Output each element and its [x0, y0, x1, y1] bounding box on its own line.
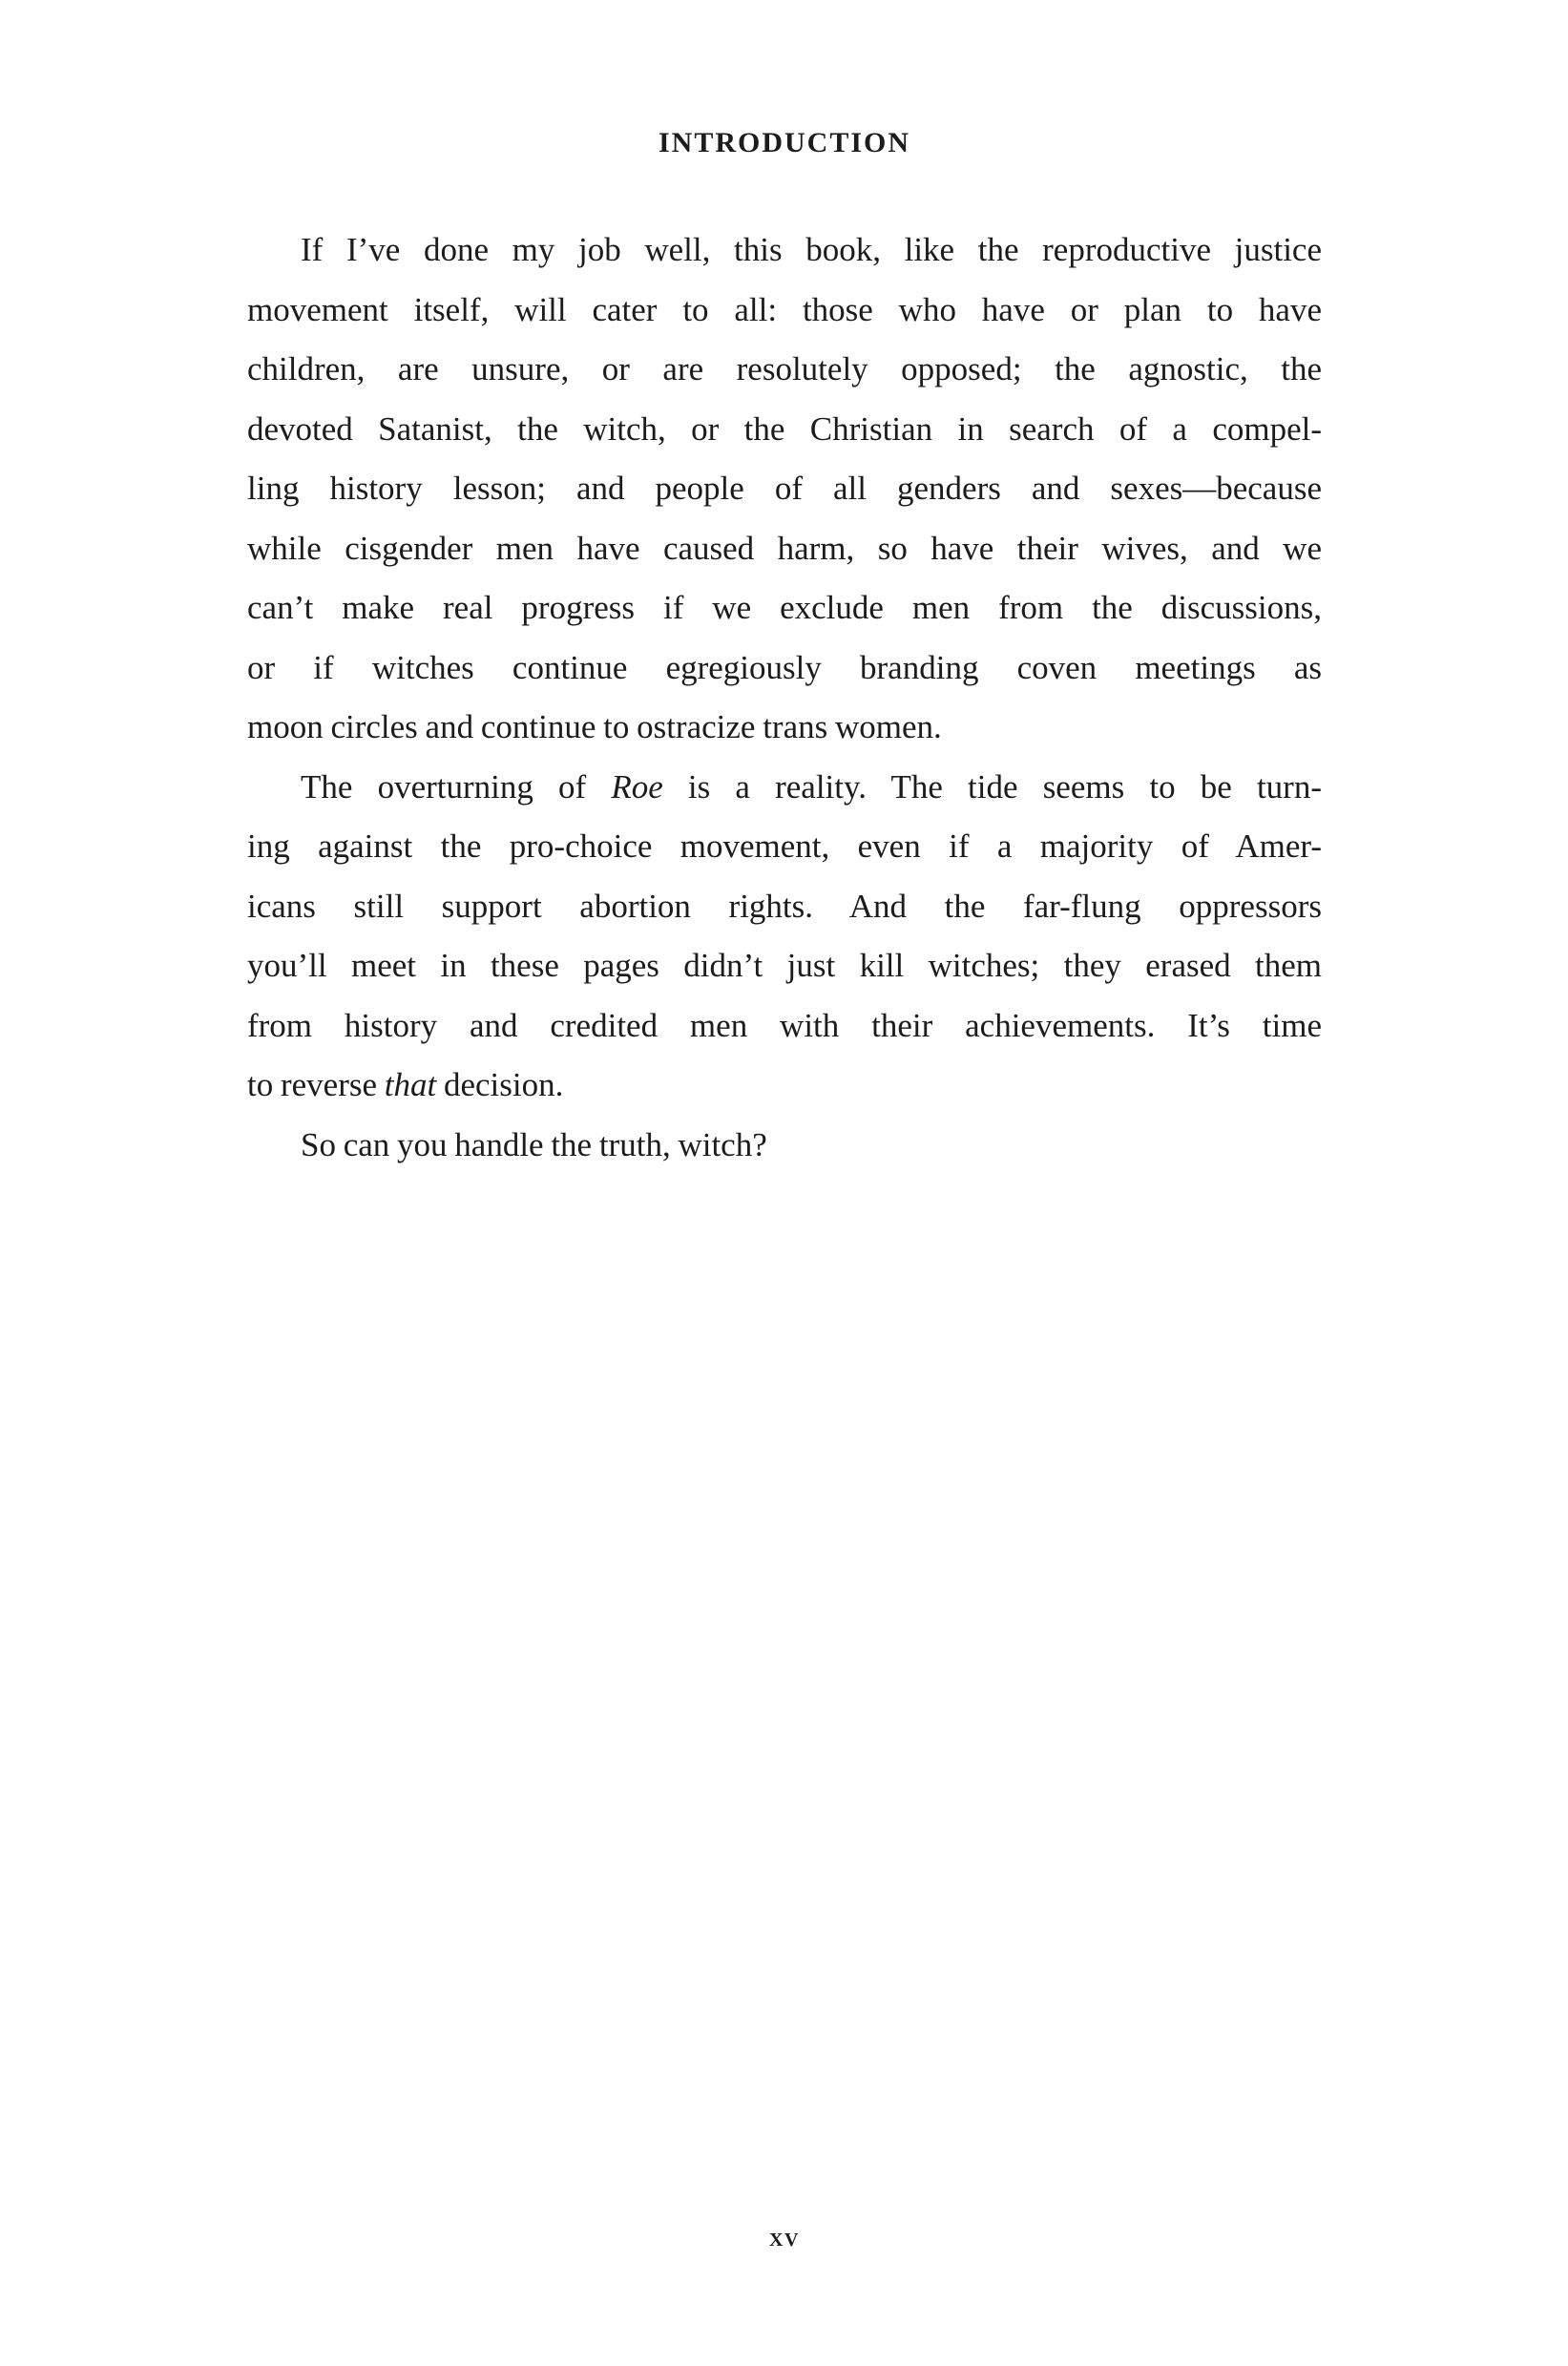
text-line: [247, 220, 1322, 281]
text-segment: from history and credited men with their achievements. It’s time: [247, 1006, 1322, 1044]
text-segment: children, are unsure, or are resolutely opposed; the agnostic, the: [247, 350, 1322, 387]
text-segment: moon circles and continue to ostracize trans women.: [247, 708, 942, 745]
text-line: [247, 698, 1322, 758]
text-segment: If I’ve done my job well, this book, like the reproductive justice: [301, 231, 1322, 268]
text-line: [247, 578, 1322, 639]
body-text: [247, 220, 1322, 1175]
text-line: [247, 519, 1322, 579]
text-segment: ling history lesson; and people of all genders and sexes—because: [247, 470, 1322, 507]
text-line: [247, 459, 1322, 519]
text-segment: to reverse: [247, 1066, 385, 1103]
text-segment: icans still support abortion rights. And the far-flung oppressors: [247, 887, 1322, 925]
paragraph: [247, 220, 1322, 758]
text-segment: is a reality. The tide seems to be turn-: [662, 767, 1322, 806]
text-segment: movement itself, will cater to all: those who have or plan to have: [247, 290, 1322, 328]
text-line: [247, 758, 1322, 818]
italic-text-segment: Roe: [611, 767, 663, 806]
text-segment: can’t make real progress if we exclude men from the discussions,: [247, 589, 1322, 626]
text-line: [247, 817, 1322, 877]
text-segment: devoted Satanist, the witch, or the Christian in search of a compel-: [247, 409, 1322, 448]
text-segment: decision.: [436, 1066, 564, 1103]
text-line: [247, 1056, 1322, 1116]
text-line: [247, 281, 1322, 341]
text-line: [247, 936, 1322, 996]
paragraph: [247, 1116, 1322, 1176]
italic-text-segment: that: [384, 1066, 437, 1103]
text-segment: The overturning of: [301, 767, 612, 806]
text-line: [247, 639, 1322, 699]
text-segment: or if witches continue egregiously branding coven meetings as: [247, 648, 1322, 686]
text-line: [247, 877, 1322, 937]
page-number: XV: [769, 2230, 800, 2251]
chapter-running-head: INTRODUCTION: [658, 127, 911, 158]
text-segment: So can you handle the truth, witch?: [301, 1125, 767, 1163]
text-line: [247, 996, 1322, 1057]
text-segment: while cisgender men have caused harm, so have their wives, and we: [247, 529, 1322, 567]
text-segment: you’ll meet in these pages didn’t just kill witches; they erased them: [247, 947, 1322, 984]
text-line: [247, 400, 1322, 460]
paragraph: [247, 758, 1322, 1116]
text-line: [247, 340, 1322, 400]
text-segment: ing against the pro-choice movement, even if a majority of Amer-: [247, 827, 1322, 865]
text-line: [247, 1116, 1322, 1176]
